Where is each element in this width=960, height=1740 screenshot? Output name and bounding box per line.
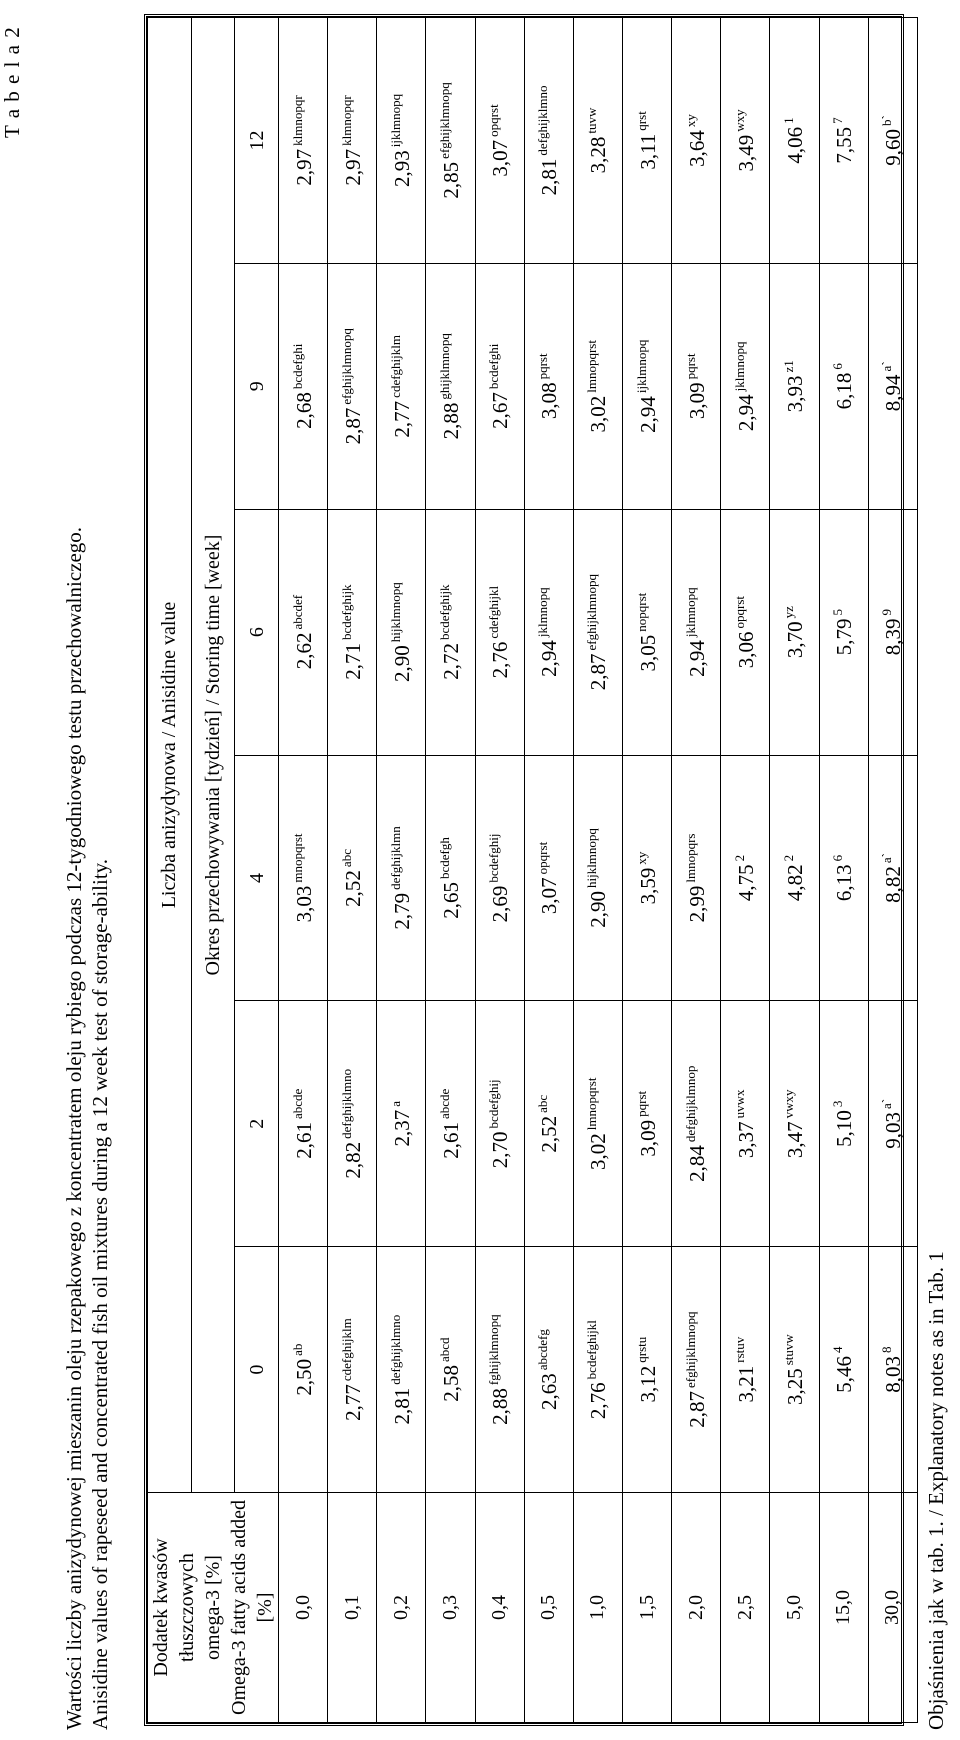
significance-letters: cdefghijklm (387, 334, 403, 398)
anisidine-value: 3,07 (537, 877, 562, 915)
significance-letters: a` (879, 853, 895, 864)
anisidine-value-cell (573, 509, 622, 755)
significance-letters: abcdefg (535, 1329, 551, 1371)
anisidine-value: 2,68 (291, 392, 316, 429)
significance-letters: lmnopqrs (682, 833, 698, 883)
table-body (279, 18, 918, 1723)
anisidine-value-cell (770, 1247, 819, 1493)
anisidine-value: 3,08 (537, 382, 562, 420)
table-row (672, 18, 721, 1723)
row-header-line-1: Dodatek kwasów tłuszczowych (150, 1538, 198, 1677)
anisidine-value: 2,76 (586, 1382, 611, 1420)
anisidine-value: 2,37 (389, 1109, 414, 1147)
significance-letters: tuvw (584, 107, 600, 134)
anisidine-value: 3,70 (782, 621, 807, 659)
storing-time-header: Okres przechowywania [tydzień] / Storing time [week] (191, 18, 235, 1493)
significance-letters: nopqrst (633, 592, 649, 632)
anisidine-value: 8,82 (881, 866, 906, 903)
significance-letters: cdefghijkl (486, 585, 502, 639)
significance-letters: 8 (879, 1346, 895, 1353)
anisidine-value: 2,87 (586, 653, 611, 691)
anisidine-value: 2,97 (340, 148, 365, 186)
anisidine-value-cell (573, 755, 622, 1001)
anisidine-value: 2,52 (537, 1115, 562, 1153)
anisidine-value: 2,65 (438, 882, 463, 919)
anisidine-value: 3,11 (635, 133, 660, 170)
significance-letters: klmnopqr (289, 95, 305, 146)
anisidine-value-cell (524, 755, 573, 1001)
significance-letters: defghijklmnop (682, 1065, 698, 1143)
anisidine-value-cell (721, 18, 770, 264)
anisidine-value: 2,50 (291, 1358, 316, 1396)
omega3-added-cell: 0,0 (279, 1493, 328, 1723)
significance-letters: b` (879, 115, 895, 126)
significance-letters: abcdef (289, 594, 305, 630)
anisidine-value: 2,85 (438, 161, 463, 199)
significance-letters: 1 (780, 117, 796, 124)
significance-letters: xy (682, 114, 698, 128)
anisidine-value-cell (868, 1001, 917, 1247)
anisidine-value-cell (868, 263, 917, 509)
anisidine-value-cell (622, 509, 671, 755)
anisidine-value-cell (721, 263, 770, 509)
anisidine-value: 2,61 (291, 1122, 316, 1159)
significance-letters: ijklmnopq (387, 93, 403, 148)
anisidine-value-cell (475, 1247, 524, 1493)
anisidine-value: 2,88 (488, 1388, 513, 1425)
anisidine-value-cell (328, 1001, 377, 1247)
anisidine-value: 2,94 (733, 394, 758, 432)
anisidine-value: 4,06 (782, 126, 807, 164)
significance-letters: mnopqrst (289, 833, 305, 883)
anisidine-value-cell (622, 755, 671, 1001)
anisidine-value-cell (377, 1247, 426, 1493)
anisidine-value: 9,03 (881, 1111, 906, 1149)
anisidine-value: 2,69 (488, 885, 513, 923)
anisidine-value-cell (279, 755, 328, 1001)
significance-letters: fghijklmnopq (486, 1314, 502, 1386)
anisidine-value-cell (426, 18, 475, 264)
omega3-added-cell: 0,1 (328, 1493, 377, 1723)
group-header: Liczba anizydynowa / Anisidine value (148, 18, 192, 1493)
anisidine-value: 8,39 (881, 618, 906, 656)
anisidine-value: 3,25 (782, 1368, 807, 1405)
anisidine-value: 3,06 (733, 631, 758, 669)
week-header-4: 4 (235, 755, 279, 1001)
significance-letters: yz (780, 606, 796, 619)
anisidine-value: 3,05 (635, 634, 660, 672)
anisidine-value-cell (770, 263, 819, 509)
significance-letters: ijklmnopq (633, 339, 649, 394)
anisidine-value-cell (721, 1001, 770, 1247)
anisidine-value-cell (819, 509, 868, 755)
anisidine-value: 4,82 (782, 864, 807, 902)
significance-letters: 6 (830, 363, 846, 370)
data-table-frame (144, 14, 904, 1726)
anisidine-value-cell (622, 18, 671, 264)
anisidine-value-cell (819, 755, 868, 1001)
anisidine-value-cell (426, 1247, 475, 1493)
significance-letters: abcde (289, 1088, 305, 1120)
significance-letters: defghijklmn (387, 826, 403, 890)
anisidine-value: 2,97 (291, 148, 316, 186)
omega3-added-cell: 2,0 (672, 1493, 721, 1723)
anisidine-value-cell (672, 755, 721, 1001)
anisidine-value: 3,09 (684, 382, 709, 420)
significance-letters: bcdefghi (289, 343, 305, 390)
table-row (573, 18, 622, 1723)
week-header-12: 12 (235, 18, 279, 264)
anisidine-value: 2,84 (684, 1145, 709, 1182)
anisidine-value: 2,77 (389, 400, 414, 438)
significance-letters: defghijklmno (338, 1068, 354, 1139)
significance-letters: 7 (830, 117, 846, 124)
anisidine-value-cell (328, 509, 377, 755)
omega3-added-cell: 1,0 (573, 1493, 622, 1723)
anisidine-value: 2,79 (389, 892, 414, 930)
anisidine-value-cell (279, 509, 328, 755)
anisidine-value-cell (770, 509, 819, 755)
significance-letters: klmnopqr (338, 95, 354, 146)
caption-polish: Wartości liczby anizydynowej mieszanin oleju rzepakowego z koncentratem oleju rybiego podczas 12-tygodniowego testu przechowalniczego. (62, 526, 86, 1730)
table-row (770, 18, 819, 1723)
anisidine-value-cell (672, 1247, 721, 1493)
anisidine-value-cell (475, 263, 524, 509)
anisidine-value-cell (770, 18, 819, 264)
week-header-0: 0 (235, 1247, 279, 1493)
anisidine-value-cell (328, 1247, 377, 1493)
anisidine-value-cell (426, 755, 475, 1001)
significance-letters: ghijklmnopq (436, 333, 452, 400)
anisidine-value: 5,46 (832, 1355, 857, 1393)
anisidine-table (147, 17, 918, 1723)
row-header-line-2: omega-3 [%] (202, 1555, 224, 1660)
anisidine-value-cell (377, 263, 426, 509)
significance-letters: bcdefghij (486, 833, 502, 883)
anisidine-value: 3,47 (782, 1121, 807, 1159)
significance-letters: 2 (780, 854, 796, 862)
anisidine-value-cell (672, 263, 721, 509)
anisidine-value: 5,79 (832, 618, 857, 656)
anisidine-value-cell (573, 1247, 622, 1493)
week-header-9: 9 (235, 263, 279, 509)
anisidine-value: 3,59 (635, 867, 660, 905)
anisidine-value: 2,52 (340, 870, 365, 907)
anisidine-value-cell (868, 1247, 917, 1493)
anisidine-value: 2,94 (635, 396, 660, 433)
table-row (868, 18, 917, 1723)
anisidine-value-cell (475, 755, 524, 1001)
significance-letters: lmnopqrst (584, 340, 600, 393)
significance-letters: abcde (436, 1088, 452, 1120)
significance-letters: bcdefghij (486, 1079, 502, 1129)
significance-letters: a (387, 1101, 403, 1107)
anisidine-value: 2,71 (340, 643, 365, 680)
significance-letters: 2 (731, 854, 747, 862)
anisidine-value: 8,03 (881, 1355, 906, 1393)
significance-letters: 9 (879, 608, 895, 616)
anisidine-value-cell (721, 755, 770, 1001)
significance-letters: cdefghijklm (338, 1318, 354, 1382)
omega3-added-cell: 1,5 (622, 1493, 671, 1723)
anisidine-value-cell (475, 18, 524, 264)
anisidine-value-cell (328, 263, 377, 509)
significance-letters: abc (535, 1094, 551, 1113)
anisidine-value-cell (377, 755, 426, 1001)
anisidine-value: 2,90 (389, 645, 414, 682)
anisidine-value-cell (819, 263, 868, 509)
week-header-2: 2 (235, 1001, 279, 1247)
anisidine-value-cell (819, 1001, 868, 1247)
anisidine-value: 2,67 (488, 392, 513, 429)
anisidine-value: 5,10 (832, 1110, 857, 1147)
significance-letters: opqrst (731, 595, 747, 629)
significance-letters: hijklmnopq (387, 582, 403, 643)
anisidine-value-cell (377, 1001, 426, 1247)
significance-letters: rstuv (731, 1336, 747, 1363)
anisidine-value: 3,28 (586, 136, 611, 174)
table-row (426, 18, 475, 1723)
omega3-added-cell: 0,3 (426, 1493, 475, 1723)
significance-letters: uvwx (731, 1089, 747, 1119)
table-number: T a b e l a 2 (0, 26, 24, 138)
significance-letters: vwxy (780, 1089, 796, 1119)
anisidine-value-cell (770, 1001, 819, 1247)
anisidine-value: 2,62 (291, 632, 316, 670)
week-header-row (235, 18, 279, 1723)
anisidine-value-cell (868, 18, 917, 264)
significance-letters: defghijklmno (387, 1314, 403, 1385)
significance-letters: jklmnopq (731, 341, 747, 392)
significance-letters: bcdefghijk (436, 584, 452, 641)
significance-letters: jklmnopq (535, 587, 551, 638)
anisidine-value-cell (622, 1001, 671, 1247)
significance-letters: bcdefgh (436, 837, 452, 879)
anisidine-value-cell (377, 18, 426, 264)
anisidine-value-cell (573, 18, 622, 264)
anisidine-value: 3,21 (733, 1365, 758, 1403)
anisidine-value: 4,75 (733, 864, 758, 902)
anisidine-value-cell (524, 509, 573, 755)
significance-letters: 3 (830, 1100, 846, 1108)
anisidine-value-cell (279, 1247, 328, 1493)
anisidine-value: 3,37 (733, 1121, 758, 1159)
anisidine-value-cell (868, 755, 917, 1001)
anisidine-value-cell (524, 263, 573, 509)
anisidine-value: 8,94 (881, 374, 906, 412)
significance-letters: qrst (633, 111, 649, 131)
anisidine-value-cell (328, 18, 377, 264)
anisidine-value-cell (279, 263, 328, 509)
anisidine-value: 3,02 (586, 395, 611, 433)
anisidine-value-cell (426, 1001, 475, 1247)
significance-letters: ab (289, 1343, 305, 1356)
anisidine-value-cell (672, 509, 721, 755)
anisidine-value-cell (573, 1001, 622, 1247)
anisidine-value-cell (573, 263, 622, 509)
anisidine-value-cell (279, 18, 328, 264)
anisidine-value: 2,81 (537, 158, 562, 196)
anisidine-value: 2,72 (438, 643, 463, 680)
anisidine-value-cell (377, 509, 426, 755)
significance-letters: qrstu (633, 1336, 649, 1363)
anisidine-value: 3,07 (488, 139, 513, 177)
anisidine-value-cell (868, 509, 917, 755)
significance-letters: abcd (436, 1337, 452, 1362)
anisidine-value: 3,02 (586, 1133, 611, 1170)
row-header-line-3: Omega-3 fatty acids added [%] (228, 1500, 276, 1715)
significance-letters: pqrst (633, 1090, 649, 1117)
anisidine-value: 2,93 (389, 150, 414, 188)
table-row (819, 18, 868, 1723)
significance-letters: bcdefghijk (338, 584, 354, 641)
table-row (622, 18, 671, 1723)
anisidine-value: 3,64 (684, 130, 709, 167)
anisidine-value: 9,60 (881, 128, 906, 166)
anisidine-value: 2,90 (586, 891, 611, 928)
omega3-added-cell: 0,5 (524, 1493, 573, 1723)
anisidine-value: 3,49 (733, 134, 758, 172)
anisidine-value: 2,76 (488, 641, 513, 679)
omega3-added-cell: 15,0 (819, 1493, 868, 1723)
row-header-cell (148, 1493, 279, 1723)
anisidine-value: 2,77 (340, 1384, 365, 1421)
table-row (475, 18, 524, 1723)
anisidine-value: 2,61 (438, 1122, 463, 1159)
significance-letters: 5 (830, 608, 846, 616)
significance-letters: lmnopqrst (584, 1077, 600, 1131)
significance-letters: opqrst (486, 104, 502, 137)
significance-letters: pqrst (682, 353, 698, 380)
table-row (279, 18, 328, 1723)
anisidine-value: 3,12 (635, 1365, 660, 1403)
significance-letters: jklmnopq (682, 587, 698, 638)
anisidine-value: 2,63 (537, 1373, 562, 1411)
omega3-added-cell: 0,2 (377, 1493, 426, 1723)
significance-letters: bcdefghi (486, 343, 502, 390)
significance-letters: 4 (830, 1346, 846, 1353)
omega3-added-cell: 30,0 (868, 1493, 917, 1723)
caption-english: Anisidine values of rapeseed and concentrated fish oil mixtures during a 12 week test of storage-ability. (88, 858, 112, 1730)
table-row (524, 18, 573, 1723)
significance-letters: xy (633, 851, 649, 865)
significance-letters: a` (879, 1098, 895, 1109)
omega3-added-cell: 5,0 (770, 1493, 819, 1723)
footnote: Objaśnienia jak w tab. 1. / Explanatory notes as in Tab. 1 (924, 1251, 948, 1730)
anisidine-value-cell (672, 1001, 721, 1247)
anisidine-value-cell (622, 1247, 671, 1493)
anisidine-value-cell (524, 1247, 573, 1493)
anisidine-value: 2,88 (438, 402, 463, 440)
significance-letters: 6 (830, 854, 846, 862)
anisidine-value: 2,87 (340, 407, 365, 445)
significance-letters: opqrst (535, 841, 551, 875)
anisidine-value-cell (819, 18, 868, 264)
significance-letters: efghijklmnopq (584, 573, 600, 651)
significance-letters: abc (338, 849, 354, 868)
anisidine-value: 2,94 (684, 640, 709, 677)
anisidine-value: 2,94 (537, 640, 562, 677)
anisidine-value-cell (524, 1001, 573, 1247)
anisidine-value: 3,03 (291, 885, 316, 923)
anisidine-value-cell (524, 18, 573, 264)
significance-letters: efghijklmnopq (436, 82, 452, 159)
significance-letters: hijklmnopq (584, 828, 600, 889)
anisidine-value: 2,87 (684, 1390, 709, 1428)
significance-letters: defghijklmno (535, 85, 551, 156)
omega3-added-cell: 2,5 (721, 1493, 770, 1723)
anisidine-value: 2,58 (438, 1364, 463, 1402)
anisidine-value: 6,18 (832, 372, 857, 410)
table-row (328, 18, 377, 1723)
anisidine-value-cell (475, 509, 524, 755)
anisidine-value: 7,55 (832, 126, 857, 164)
anisidine-value-cell (721, 509, 770, 755)
anisidine-value: 6,13 (832, 864, 857, 902)
significance-letters: efghijklmnopq (338, 328, 354, 405)
significance-letters: a` (879, 361, 895, 372)
week-header-6: 6 (235, 509, 279, 755)
anisidine-value-cell (770, 755, 819, 1001)
anisidine-value-cell (426, 263, 475, 509)
significance-letters: z1 (780, 360, 796, 373)
significance-letters: bcdefghijkl (584, 1320, 600, 1380)
anisidine-value: 2,81 (389, 1387, 414, 1425)
anisidine-value: 2,82 (340, 1141, 365, 1179)
anisidine-value-cell (622, 263, 671, 509)
anisidine-value-cell (475, 1001, 524, 1247)
anisidine-value-cell (672, 18, 721, 264)
anisidine-value-cell (721, 1247, 770, 1493)
significance-letters: stuvw (780, 1334, 796, 1366)
anisidine-value-cell (426, 509, 475, 755)
significance-letters: wxy (731, 109, 747, 132)
significance-letters: efghijklmnopq (682, 1311, 698, 1388)
significance-letters: pqrst (535, 353, 551, 380)
anisidine-value-cell (819, 1247, 868, 1493)
omega3-added-cell: 0,4 (475, 1493, 524, 1723)
anisidine-value: 3,09 (635, 1119, 660, 1157)
anisidine-value: 2,99 (684, 885, 709, 923)
table-row (377, 18, 426, 1723)
anisidine-value: 2,70 (488, 1131, 513, 1169)
anisidine-value-cell (279, 1001, 328, 1247)
anisidine-value-cell (328, 755, 377, 1001)
table-row (721, 18, 770, 1723)
anisidine-value: 3,93 (782, 375, 807, 413)
